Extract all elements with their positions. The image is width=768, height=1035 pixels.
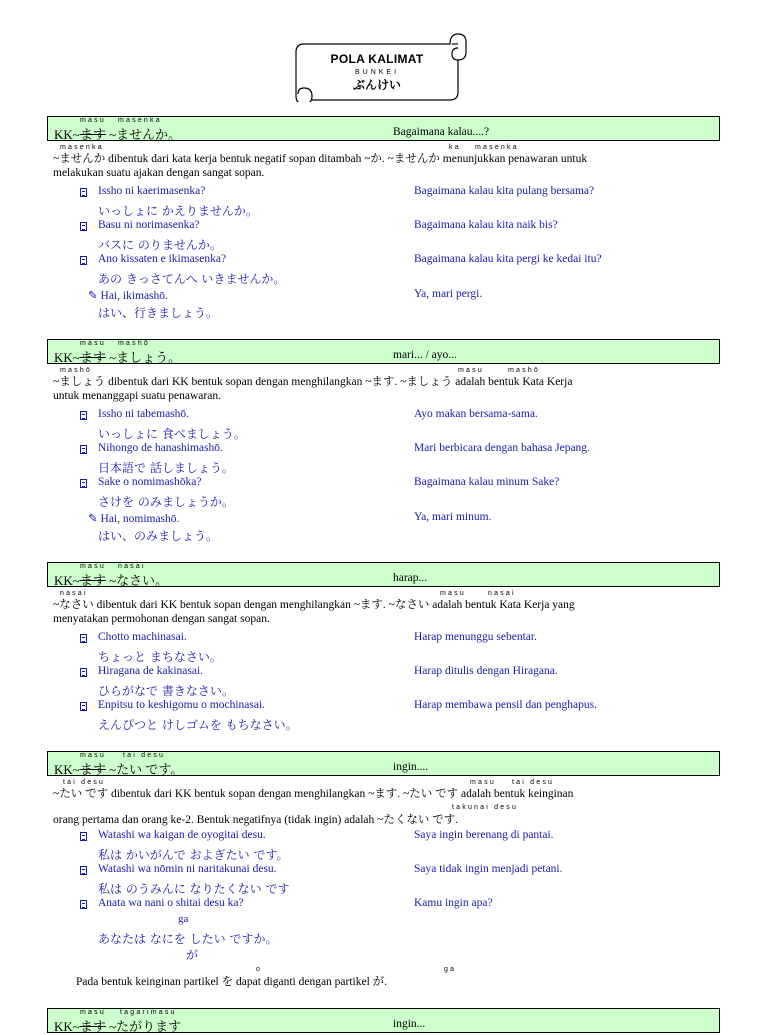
note-ruby: o [256, 966, 263, 973]
section-description-line2: orang pertama dan orang ke-2. Bentuk negatifnya (tidak ingin) adalah ~たくない です. [53, 814, 459, 826]
example-japanese: ちょっと まちなさい。 [98, 650, 222, 664]
ruby-pattern: tagarimasu [120, 1009, 177, 1016]
example-translation: Bagaimana kalau minum Sake? [414, 476, 560, 488]
ruby-masu: masu [80, 340, 106, 347]
example-translation: Bagaimana kalau kita pergi ke kedai itu? [414, 253, 602, 265]
desc-ruby: masenka [475, 144, 519, 151]
example-bullet-icon [80, 222, 87, 231]
example-bullet-icon [80, 702, 87, 711]
example-romaji: Nihongo de hanashimashō. [98, 442, 223, 454]
title-scroll [282, 30, 468, 102]
example-bullet-icon [80, 188, 87, 197]
example-japanese: さけを のみましょうか。 [98, 495, 234, 509]
ruby-pattern: masenka [118, 117, 162, 124]
example-japanese: 私は かいがんで およぎたい です。 [98, 848, 289, 862]
page-subtitle-japanese: ぶんけい [352, 78, 401, 92]
desc-ruby: masu [440, 590, 466, 597]
desc-ruby: mashō [508, 367, 541, 374]
response-romaji: ✎ Hai, nomimashō. [88, 513, 180, 525]
ruby-masu: masu [80, 563, 106, 570]
pattern-text: KK~ます ~たがります [54, 1019, 182, 1034]
pattern-text: KK~ます ~ませんか。 [54, 127, 182, 142]
example-romaji: Sake o nomimashōka? [98, 476, 202, 488]
example-japanese: ひらがなで 書きなさい。 [98, 684, 234, 698]
example-translation: Ayo makan bersama-sama. [414, 408, 538, 420]
example-japanese: あの きっさてんへ いきませんか。 [98, 272, 286, 286]
desc-ruby: mashō [60, 367, 93, 374]
section-description: ~たい です dibentuk dari KK bentuk sopan dengan menghilangkan ~ます. ~たい です adalah bentuk keinginan [53, 788, 574, 800]
response-japanese: はい、行きましょう。 [98, 306, 219, 320]
ruby-masu: masu [80, 752, 106, 759]
ruby-pattern: tai desu [123, 752, 166, 759]
section-header-nasai [47, 562, 720, 587]
example-bullet-icon [80, 411, 87, 420]
desc-ruby: ka [449, 144, 461, 151]
example-translation: Harap membawa pensil dan penghapus. [414, 699, 597, 711]
response-romaji: ✎ Hai, ikimashō. [88, 290, 168, 302]
example-japanese: バスに のりませんか。 [98, 238, 222, 252]
example-translation: Mari berbicara dengan bahasa Jepang. [414, 442, 590, 454]
pattern-meaning: Bagaimana kalau....? [393, 126, 490, 138]
example-translation: Bagaimana kalau kita naik bis? [414, 219, 558, 231]
example-romaji: Anata wa nani o shitai desu ka? [98, 897, 244, 909]
response-translation: Ya, mari pergi. [414, 288, 483, 300]
pattern-text: KK~ます ~なさい。 [54, 573, 169, 588]
pattern-meaning: harap... [393, 572, 428, 584]
example-translation: Saya tidak ingin menjadi petani. [414, 863, 563, 875]
example-japanese: 日本語で 話しましょう。 [98, 461, 234, 475]
section-description: ~ませんか dibentuk dari kata kerja bentuk negatif sopan ditambah ~か. ~ませんか menunjukkan penawaran untuk melakukan suatu ajakan dengan sangat sopan. [53, 153, 588, 179]
example-romaji: Issho ni tabemashō. [98, 408, 190, 420]
ruby-masu: masu [80, 117, 106, 124]
ruby-pattern: mashō [118, 340, 151, 347]
pattern-meaning: ingin.... [393, 761, 429, 773]
example-japanese: いっしょに かえりませんか。 [98, 204, 258, 218]
example-romaji: Chotto machinasai. [98, 631, 187, 643]
section-description: ~ましょう dibentuk dari KK bentuk sopan dengan menghilangkan ~ます. ~ましょう adalah bentuk Kata Kerja untuk menanggapi suatu penawaran. [53, 376, 573, 402]
particle-gloss-japanese: が [186, 948, 199, 962]
section-header-masenka [47, 116, 720, 141]
example-japanese: いっしょに 食べましょう。 [98, 427, 246, 441]
pattern-meaning: ingin... [393, 1018, 426, 1030]
example-bullet-icon [80, 900, 87, 909]
example-translation: Kamu ingin apa? [414, 897, 493, 909]
example-bullet-icon [80, 445, 87, 454]
page-subtitle-romaji: BUNKEI [354, 69, 400, 76]
example-translation: Bagaimana kalau kita pulang bersama? [414, 185, 595, 197]
desc-ruby: takunai desu [452, 804, 519, 811]
pattern-text: KK~ます ~たい です。 [54, 762, 184, 777]
example-romaji: Hiragana de kakinasai. [98, 665, 204, 677]
example-romaji: Watashi wa nōmin ni naritakunai desu. [98, 863, 277, 875]
example-bullet-icon [80, 866, 87, 875]
note-ruby: ga [444, 966, 457, 973]
example-romaji: Issho ni kaerimasenka? [98, 185, 206, 197]
example-japanese: えんぴつと けしゴムを もちなさい。 [98, 718, 298, 732]
desc-ruby: nasai [60, 590, 88, 597]
page-title: POLA KALIMAT [330, 52, 424, 66]
response-translation: Ya, mari minum. [414, 511, 492, 523]
example-romaji: Ano kissaten e ikimasenka? [98, 253, 227, 265]
ruby-masu: masu [80, 1009, 106, 1016]
section-header-tagarimasu [47, 1008, 720, 1033]
section-header-tai-desu [47, 751, 720, 776]
desc-ruby: nasai [488, 590, 516, 597]
example-japanese: 私は のうみんに なりたくない です [98, 882, 290, 896]
particle-note: Pada bentuk keinginan partikel を dapat diganti dengan partikel が. [76, 976, 388, 988]
example-bullet-icon [80, 634, 87, 643]
example-japanese: あなたは なにを したい ですか。 [98, 932, 278, 946]
desc-ruby: masu [470, 779, 496, 786]
example-romaji: Enpitsu to keshigomu o mochinasai. [98, 699, 266, 711]
section-header-masho [47, 339, 720, 364]
example-bullet-icon [80, 256, 87, 265]
response-japanese: はい、のみましょう。 [98, 529, 219, 543]
desc-ruby: tai desu [512, 779, 555, 786]
desc-ruby: tai desu [63, 779, 106, 786]
desc-ruby: masenka [60, 144, 104, 151]
example-bullet-icon [80, 479, 87, 488]
pattern-meaning: mari... / ayo... [393, 349, 457, 361]
pattern-text: KK~ます ~ましょう。 [54, 350, 182, 365]
desc-ruby: masu [458, 367, 484, 374]
example-translation: Harap ditulis dengan Hiragana. [414, 665, 558, 677]
section-description: ~なさい dibentuk dari KK bentuk sopan dengan menghilangkan ~ます. ~なさい adalah bentuk Kata Kerja yang menyatakan permohonan dengan sangat sopan. [53, 599, 575, 625]
example-bullet-icon [80, 668, 87, 677]
ruby-pattern: nasai [118, 563, 146, 570]
particle-gloss-romaji: ga [178, 913, 189, 925]
example-romaji: Basu ni norimasenka? [98, 219, 200, 231]
example-translation: Harap menunggu sebentar. [414, 631, 537, 643]
example-bullet-icon [80, 832, 87, 841]
title-text [304, 52, 450, 93]
example-romaji: Watashi wa kaigan de oyogitai desu. [98, 829, 266, 841]
example-translation: Saya ingin berenang di pantai. [414, 829, 554, 841]
